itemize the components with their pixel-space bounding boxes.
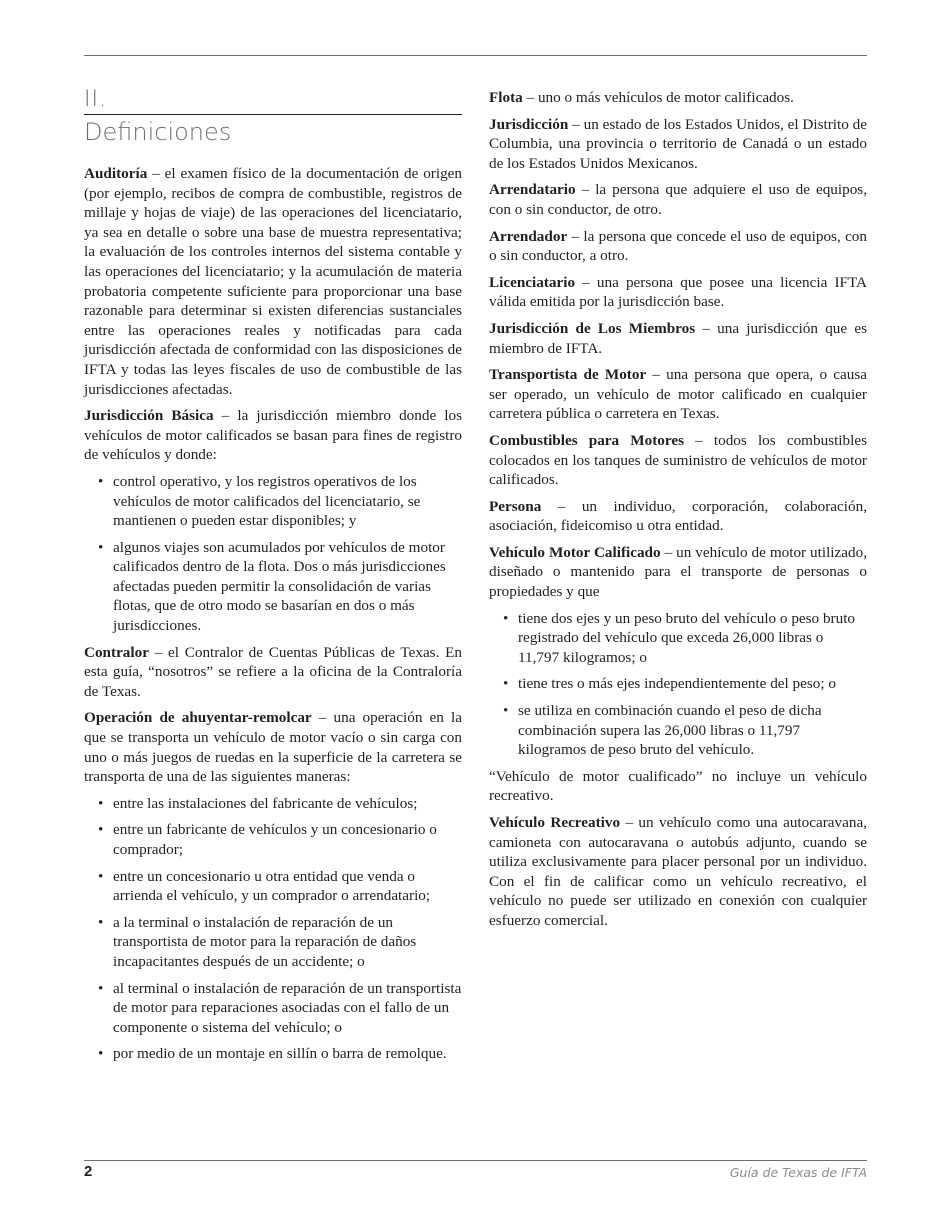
list-item: • entre un concesionario u otra entidad que venda o arrienda el vehículo, y un comprador o arrendatario; [98,867,462,906]
definition-auditoria [84,164,462,399]
list-item: • control operativo, y los registros operativos de los vehículos de motor calificados del licenciatario, se mantienen o pueden estar disponibles; y [98,472,462,531]
definition-licenciatario [489,273,867,312]
definition-text: – uno o más vehículos de motor calificados. [522,89,794,106]
footer-title: Guía de Texas de IFTA [729,1165,867,1180]
definition-contralor [84,643,462,702]
term: Jurisdicción [489,115,569,133]
header-rule [84,55,867,56]
list-item: • tiene tres o más ejes independientemente del peso; o [503,674,867,694]
definition-text: – un estado de los Estados Unidos, el Distrito de Columbia, una provincia o territorio de Canadá o un estado de los Estados Unidos Mexicanos. [489,115,867,172]
definition-text: – una jurisdicción que es miembro de IFTA. [489,319,867,357]
definition-text: – la persona que adquiere el uso de equipos, con o sin conductor, de otro. [489,181,867,218]
term: Vehículo Recreativo [489,814,621,831]
list-item: • algunos viajes son acumulados por vehículos de motor calificados dentro de la flota. Dos o más jurisdicciones afectadas pueden permitir la consolidación de varias flotas, que de otro modo se basarían en dos o más jurisdicciones. [98,538,462,636]
definition-text: – un vehículo de motor utilizado, diseñado o mantenido para el transporte de personas o propiedades y que [489,543,867,601]
definition-text: – un individuo, corporación, colaboración, asociación, fideicomiso u otra entidad. [489,497,867,535]
list-item: • por medio de un montaje en sillín o barra de remolque. [98,1044,462,1064]
term: Vehículo Motor Calificado [489,543,661,561]
list-item: • tiene dos ejes y un peso bruto del vehículo o peso bruto registrado del vehículo que exceda 26,000 libras o 11,797 kilogramos; o [503,609,867,668]
definition-vehiculo-recreativo [489,813,867,931]
definition-text: – el Contralor de Cuentas Públicas de Texas. En esta guía, “nosotros” se refiere a la oficina de la Contraloría de Texas. [84,643,462,700]
definition-jurisdiccion [489,115,867,174]
definition-text: – todos los combustibles colocados en los tanques de suministro de vehículos de motor calificados. [489,431,867,489]
bullet-list [489,609,867,760]
left-column [84,86,462,1071]
term: Arrendatario [489,181,576,199]
list-item: • a la terminal o instalación de reparación de un transportista de motor para la reparación de daños incapacitantes después de un accidente; o [98,913,462,972]
term: Transportista de Motor [489,366,647,384]
definition-transportista [489,365,867,424]
term: Persona [489,497,542,515]
definition-combustibles [489,431,867,490]
definition-text: – la persona que concede el uso de equipos, con o sin conductor, a otro. [489,227,867,265]
definition-text: – una persona que opera, o causa ser operado, un vehículo de motor calificado en cualquier carretera pública o carretera en Texas. [489,366,867,423]
footer-rule [84,1160,867,1161]
definition-text: – el examen físico de la documentación de origen (por ejemplo, recibos de compra de combustible, registros de millaje y hojas de viaje) de las operaciones del licenciatario, ya sea en detalle o sobre una base de muestra representativa; la evaluación de los controles internos del sistema contable y las operaciones del licenciatario; y la acumulación de materia probatoria competente suficiente para proporcionar una base razonable para determinar si existen diferencias sustanciales entre las operaciones reales y notificadas para cada jurisdicción afectada de conformidad con las disposiciones de IFTA y todas las leyes fiscales de uso de combustible de las jurisdicciones afectadas. [84,165,462,398]
definition-flota [489,88,867,108]
definition-text: – una persona que posee una licencia IFTA válida emitida por la jurisdicción base. [489,273,867,311]
list-item: • entre las instalaciones del fabricante de vehículos; [98,794,462,814]
term: Licenciatario [489,273,576,291]
definition-jurisdiccion-basica [84,406,462,465]
term: Operación de ahuyentar-remolcar [84,709,312,727]
bullet-list [84,472,462,636]
term: Jurisdicción Básica [84,407,214,425]
definition-jurisdiccion-miembros [489,319,867,358]
term: Combustibles para Motores [489,431,684,449]
list-item: • se utiliza en combinación cuando el peso de dicha combinación supera las 26,000 libras o 11,797 kilogramos de peso bruto del vehículo. [503,701,867,760]
right-column [489,88,867,938]
definition-arrendatario [489,180,867,219]
definition-vehiculo-motor [489,543,867,602]
list-item: • al terminal o instalación de reparación de un transportista de motor para reparaciones asociadas con el fallo de un componente o sistema del vehículo; o [98,979,462,1038]
term: Auditoría [84,165,148,182]
term: Flota [489,89,523,106]
term: Contralor [84,643,149,661]
definition-operacion [84,708,462,786]
definition-arrendador [489,227,867,266]
section-title: Definiciones [84,114,462,148]
term: Arrendador [489,227,568,245]
definition-note: “Vehículo de motor cualificado” no incluye un vehículo recreativo. [489,767,867,805]
definition-text: – un vehículo como una autocaravana, camioneta con autocaravana o autobús adjunto, cuando se utiliza exclusivamente para placer personal por un individuo. Con el fin de calificar como un vehículo recreativo, el vehículo no puede ser utilizado en conexión con cualquier esfuerzo comercial. [489,814,867,929]
page-number: 2 [84,1163,93,1180]
definition-text: – una operación en la que se transporta un vehículo de motor vacío o sin carga con uno o más juegos de ruedas en la superficie de la carretera se transporta de una de las siguientes maneras: [84,709,462,786]
bullet-list [84,794,462,1064]
term: Jurisdicción de Los Miembros [489,319,696,337]
definition-persona [489,497,867,536]
definition-text: – la jurisdicción miembro donde los vehículos de motor calificados se basan para fines de registro de vehículos y donde: [84,407,462,464]
section-number: II. [84,87,107,112]
list-item: • entre un fabricante de vehículos y un concesionario o comprador; [98,820,462,859]
